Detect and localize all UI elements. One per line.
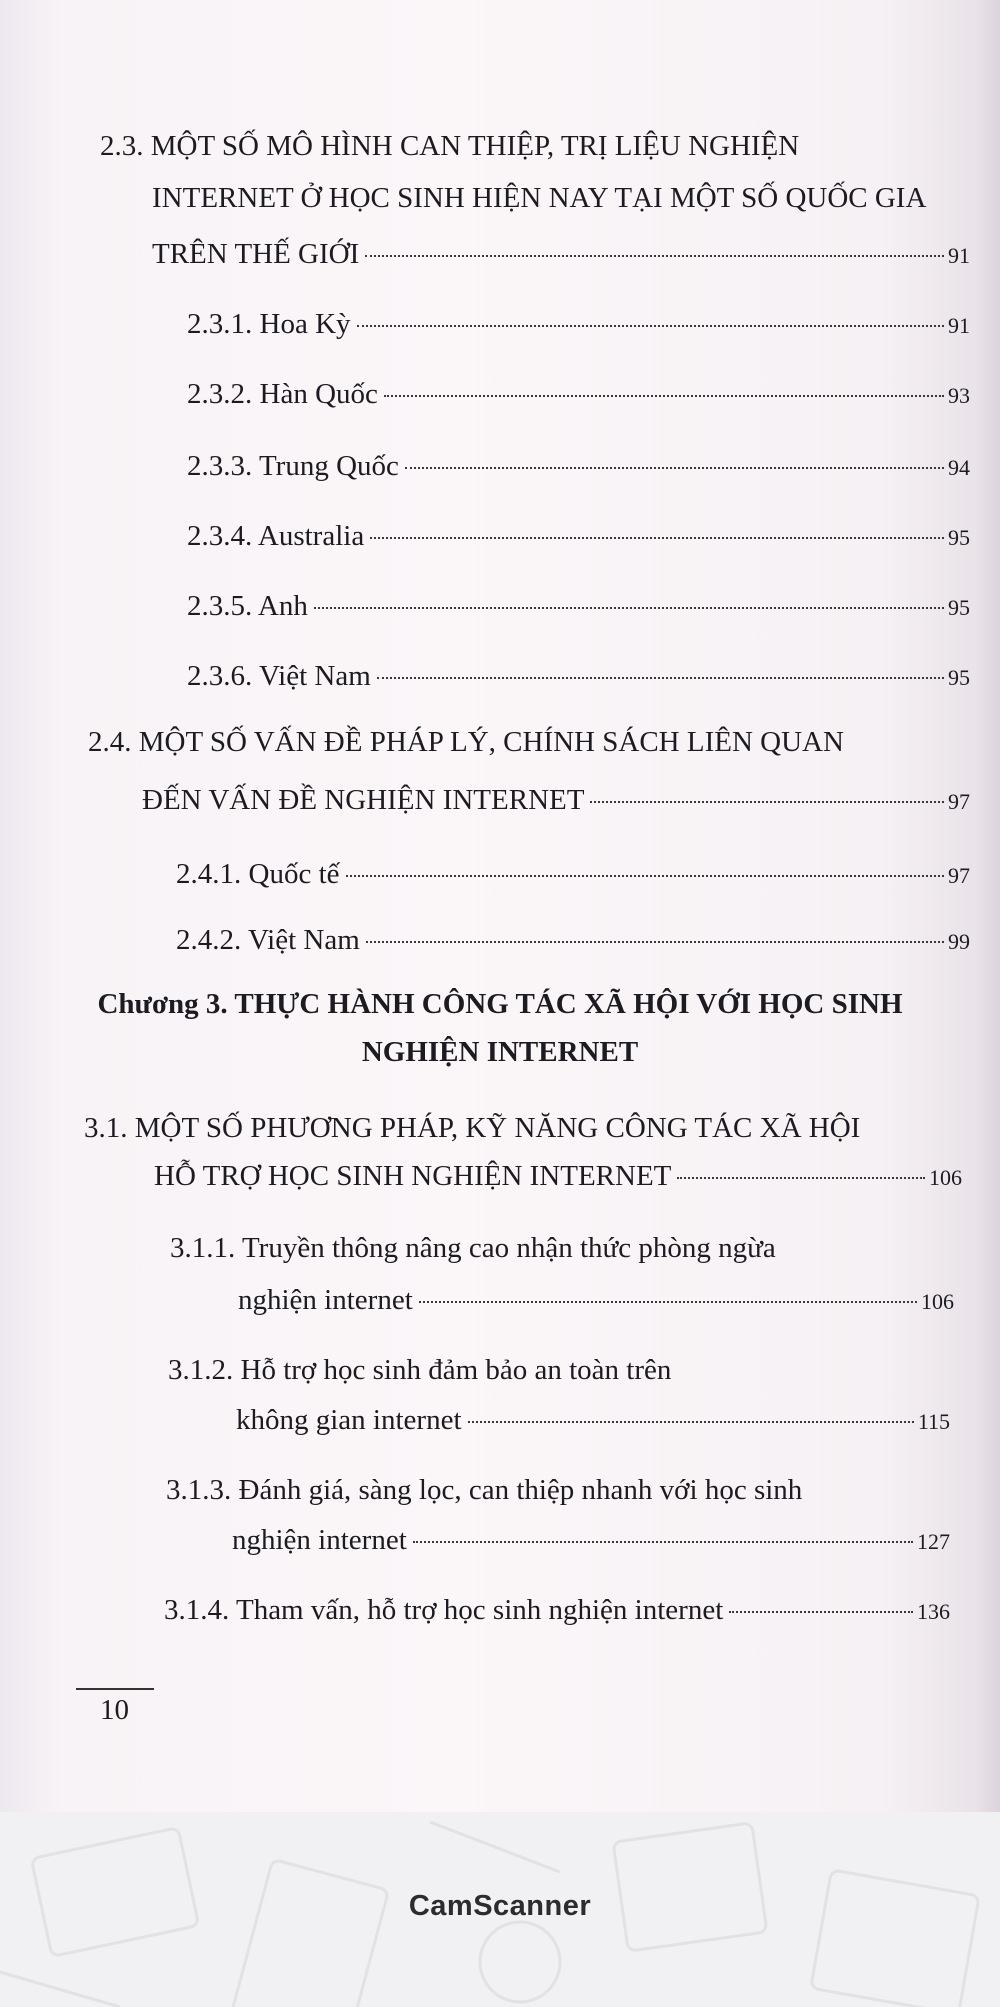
- toc-title: 2.3.5. Anh: [187, 590, 308, 622]
- toc-title: 2.4.2. Việt Nam: [176, 924, 360, 956]
- dot-leader: [370, 537, 944, 539]
- toc-entry-2-3-line3: [152, 236, 970, 274]
- page-number: 10: [100, 1694, 129, 1726]
- dot-leader: [729, 1611, 913, 1613]
- toc-title: 3.1.2. Hỗ trợ học sinh đảm bảo an toàn trên: [168, 1354, 672, 1386]
- toc-title: 2.3.3. Trung Quốc: [187, 450, 399, 482]
- toc-title: HỖ TRỢ HỌC SINH NGHIỆN INTERNET: [154, 1160, 672, 1192]
- toc-title: 3.1.4. Tham vấn, hỗ trợ học sinh nghiện internet: [164, 1594, 724, 1626]
- toc-entry-3-1-2: [168, 1352, 671, 1388]
- toc-page-number: 95: [948, 665, 970, 690]
- camscanner-label: CamScanner: [408, 1890, 592, 1922]
- chapter-heading-line2: [50, 1036, 950, 1069]
- toc-heading-line: 2.3. MỘT SỐ MÔ HÌNH CAN THIỆP, TRỊ LIỆU NGHIỆN: [100, 130, 800, 162]
- toc-title: ĐẾN VẤN ĐỀ NGHIỆN INTERNET: [142, 784, 585, 816]
- toc-title: TRÊN THẾ GIỚI: [152, 238, 360, 270]
- toc-title: 3.1.3. Đánh giá, sàng lọc, can thiệp nhanh với học sinh: [166, 1474, 803, 1506]
- dot-leader: [377, 677, 944, 679]
- toc-title: 3.1.1. Truyền thông nâng cao nhận thức phòng ngừa: [170, 1232, 776, 1264]
- toc-title: không gian internet: [236, 1404, 462, 1436]
- dot-leader: [384, 395, 944, 397]
- toc-entry-2-4: [88, 724, 844, 760]
- dot-leader: [413, 1541, 913, 1543]
- toc-title: 2.3.2. Hàn Quốc: [187, 378, 378, 410]
- dot-leader: [314, 607, 944, 609]
- toc-page-number: 136: [917, 1599, 950, 1624]
- toc-page-number: 115: [917, 1409, 950, 1434]
- toc-heading-line: INTERNET Ở HỌC SINH HIỆN NAY TẠI MỘT SỐ QUỐC GIA: [152, 182, 927, 214]
- toc-heading-line: 2.4. MỘT SỐ VẤN ĐỀ PHÁP LÝ, CHÍNH SÁCH LIÊN QUAN: [88, 726, 844, 758]
- toc-entry-2-3-3: [187, 448, 970, 486]
- toc-page-number: 95: [948, 595, 970, 620]
- footer-rule: [76, 1688, 154, 1690]
- dot-leader: [366, 941, 944, 943]
- chapter-heading-line: NGHIỆN INTERNET: [361, 1036, 639, 1068]
- toc-page-number: 106: [929, 1165, 962, 1190]
- toc-page-number: 99: [948, 929, 970, 954]
- toc-entry-2-3-line2: [152, 180, 926, 216]
- toc-heading-line: 3.1. MỘT SỐ PHƯƠNG PHÁP, KỸ NĂNG CÔNG TÁC XÃ HỘI: [84, 1112, 861, 1144]
- toc-entry-2-3-2: [187, 376, 970, 414]
- dot-leader: [405, 467, 944, 469]
- chapter-heading-line: Chương 3. THỰC HÀNH CÔNG TÁC XÃ HỘI VỚI HỌC SINH: [97, 988, 903, 1020]
- toc-title: 2.3.4. Australia: [187, 520, 365, 552]
- dot-leader: [357, 325, 944, 327]
- toc-entry-2-3-6: [187, 658, 970, 696]
- toc-page-number: 91: [948, 313, 970, 338]
- dot-leader: [468, 1421, 914, 1423]
- toc-page-number: 93: [948, 383, 970, 408]
- toc-page-number: 97: [948, 789, 970, 814]
- toc-page-number: 91: [948, 243, 970, 268]
- dot-leader: [346, 875, 945, 877]
- toc-entry-3-1-2-line2: [236, 1402, 950, 1440]
- toc-page-number: 127: [917, 1529, 950, 1554]
- toc-title: nghiện internet: [238, 1284, 413, 1316]
- chapter-heading: [50, 988, 950, 1021]
- dot-leader: [419, 1301, 917, 1303]
- toc-entry-3-1-1: [170, 1230, 776, 1266]
- toc-entry-2-3-4: [187, 518, 970, 556]
- toc-page-number: 106: [921, 1289, 954, 1314]
- toc-title: 2.4.1. Quốc tế: [176, 858, 340, 890]
- toc-page-number: 95: [948, 525, 970, 550]
- toc-page-number: 97: [948, 863, 970, 888]
- toc-entry-2-4-line2: [142, 782, 970, 820]
- toc-entry-3-1-3: [166, 1472, 802, 1508]
- toc-title: 2.3.6. Việt Nam: [187, 660, 371, 692]
- dot-leader: [590, 801, 944, 803]
- toc-entry-3-1: [84, 1110, 860, 1146]
- toc-title: 2.3.1. Hoa Kỳ: [187, 308, 351, 340]
- toc-entry-2-3-5: [187, 588, 970, 626]
- toc-title: nghiện internet: [232, 1524, 407, 1556]
- dot-leader: [677, 1177, 925, 1179]
- toc-entry-3-1-line2: [154, 1158, 962, 1196]
- dot-leader: [365, 255, 944, 257]
- toc-entry-3-1-4: [164, 1592, 950, 1630]
- toc-entry-3-1-3-line2: [232, 1522, 950, 1560]
- toc-entry-2-3: [100, 128, 799, 164]
- toc-page-number: 94: [948, 455, 970, 480]
- toc-entry-2-4-2: [176, 922, 970, 960]
- toc-entry-2-3-1: [187, 306, 970, 344]
- toc-entry-3-1-1-line2: [238, 1282, 954, 1320]
- toc-entry-2-4-1: [176, 856, 970, 894]
